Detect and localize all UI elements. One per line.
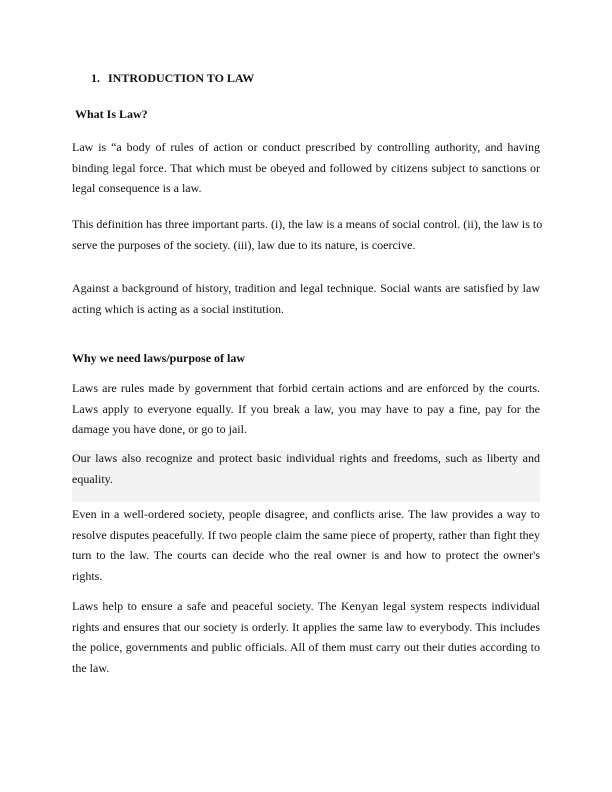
text-line: Laws are rules made by government that forbid certain actions and are enforced by the courts. — [72, 381, 540, 395]
text-line: rights and ensures that our society is orderly. It applies the same law to everybody. This includes — [72, 619, 540, 634]
text-line: Against a background of history, tradition and legal technique. Social wants are satisfied by law — [72, 281, 540, 295]
text-line: resolve disputes peacefully. If two people claim the same piece of property, rather than fight they — [72, 527, 540, 542]
heading-purpose-of-law: Why we need laws/purpose of law — [72, 351, 246, 365]
text-line: equality. — [72, 471, 113, 486]
text-line: rights. — [72, 569, 103, 584]
text-line: Laws apply to everyone equally. If you break a law, you may have to pay a fine, pay for the — [72, 401, 540, 416]
paragraph-background — [72, 278, 540, 319]
text-line: Law is “a body of rules of action or conduct prescribed by controlling authority, and having — [72, 140, 540, 154]
text-line: the police, governments and public officials. All of them must carry out their duties according to — [72, 640, 540, 655]
text-line: binding legal force. That which must be obeyed and followed by citizens subject to sanctions or — [72, 160, 540, 175]
paragraph-rights-freedoms — [72, 448, 540, 489]
paragraph-three-parts — [72, 214, 543, 255]
paragraph-safe-society — [72, 596, 540, 679]
text-line: serve the purposes of the society. (iii), law due to its nature, is coercive. — [72, 237, 416, 252]
section-title: INTRODUCTION TO LAW — [108, 71, 255, 85]
paragraph-disputes — [72, 504, 540, 587]
text-line: damage you have done, or go to jail. — [72, 422, 247, 437]
text-line: Our laws also recognize and protect basic individual rights and freedoms, such as liberty and — [72, 451, 540, 465]
section-number: 1. — [91, 71, 100, 85]
text-line: legal consequence is a law. — [72, 181, 202, 196]
text-line: turn to the law. The courts can decide who the real owner is and how to protect the owner's — [72, 548, 540, 563]
text-line: This definition has three important parts. (i), the law is a means of social control. (ii), the law is to — [72, 217, 543, 231]
paragraph-laws-are-rules — [72, 378, 540, 440]
paragraph-definition — [72, 137, 540, 199]
text-line: the law. — [72, 661, 110, 676]
heading-what-is-law: What Is Law? — [75, 107, 148, 121]
text-line: Even in a well-ordered society, people disagree, and conflicts arise. The law provides a way to — [72, 507, 540, 521]
text-line: acting which is acting as a social institution. — [72, 301, 284, 316]
text-line: Laws help to ensure a safe and peaceful society. The Kenyan legal system respects individual — [72, 599, 540, 613]
